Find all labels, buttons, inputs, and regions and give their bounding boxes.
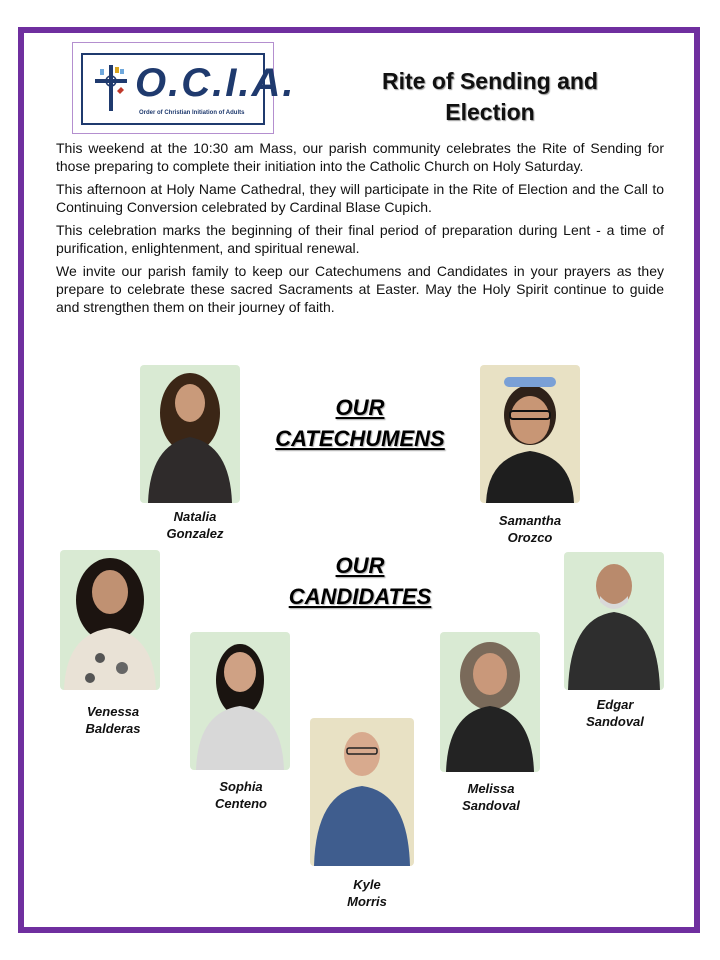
- photo-samantha-orozco: [480, 365, 580, 503]
- name-melissa-sandoval: Melissa Sandoval: [462, 781, 520, 813]
- logo-subtitle: Order of Christian Initiation of Adults: [139, 110, 245, 116]
- photo-melissa-sandoval: [440, 632, 540, 772]
- paragraph: We invite our parish family to keep our Catechumens and Candidates in your prayers as they prepare to celebrate these sacred Sacraments at Easter. May the Holy Spirit continue to guide and strengthen them on their journey of faith.: [56, 263, 664, 315]
- photo-kyle-morris: [310, 718, 414, 866]
- name-sophia-centeno: Sophia Centeno: [215, 779, 267, 811]
- paragraph: This celebration marks the beginning of their final period of preparation during Lent - a time of purification, enlightenment, and spiritual renewal.: [56, 222, 664, 256]
- cross-icon: [91, 63, 131, 113]
- photo-sophia-centeno: [190, 632, 290, 770]
- ocia-logo: [72, 42, 296, 134]
- name-edgar-sandoval: Edgar Sandoval: [586, 697, 644, 729]
- name-kyle-morris: Kyle Morris: [347, 877, 387, 909]
- candidates-heading: OUR CANDIDATES: [288, 553, 432, 609]
- name-venessa-balderas: Venessa Balderas: [85, 704, 141, 736]
- paragraph: This weekend at the 10:30 am Mass, our parish community celebrates the Rite of Sending for those preparing to complete their initiation into the Catholic Church on Holy Saturday.: [56, 140, 664, 174]
- logo-text: O.C.I.A.: [135, 61, 296, 105]
- catechumens-heading: OUR CATECHUMENS: [275, 395, 445, 451]
- paragraph: This afternoon at Holy Name Cathedral, they will participate in the Rite of Election and the Call to Continuing Conversion celebrated by Cardinal Blase Cupich.: [56, 181, 664, 215]
- photo-natalia-gonzalez: [140, 365, 240, 503]
- announcement-text: [56, 139, 664, 321]
- photo-venessa-balderas: [60, 550, 160, 690]
- name-samantha-orozco: Samantha Orozco: [498, 513, 562, 545]
- photo-edgar-sandoval: [564, 552, 664, 690]
- page-title: Rite of Sending and Election: [382, 68, 598, 125]
- name-natalia-gonzalez: Natalia Gonzalez: [166, 509, 224, 541]
